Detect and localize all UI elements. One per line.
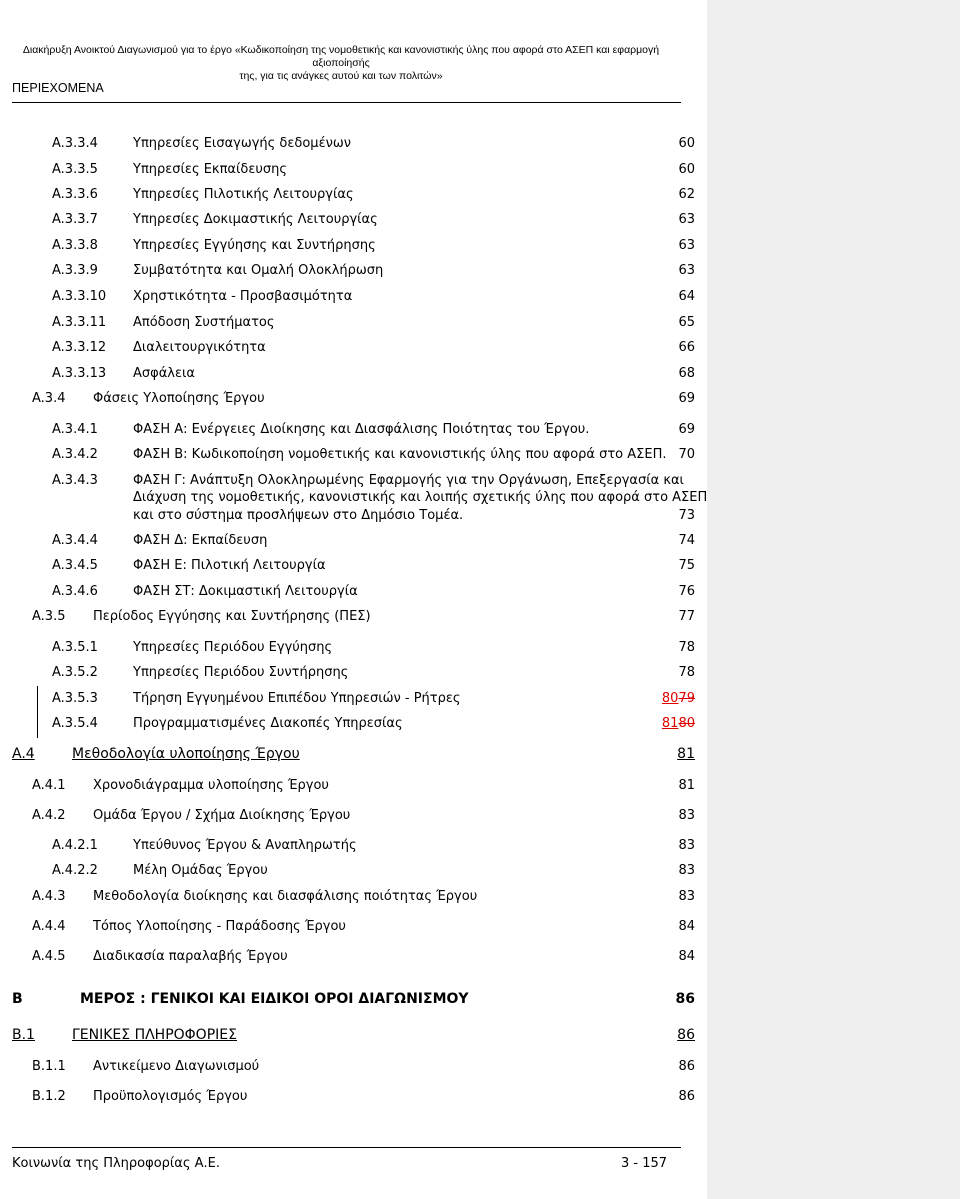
toc-text: Ασφάλεια <box>133 366 195 381</box>
toc-page: 64 <box>678 289 695 304</box>
toc-text: Υπηρεσίες Περιόδου Συντήρησης <box>133 665 349 680</box>
footer-page-number: 3 - 157 <box>621 1156 668 1171</box>
toc-page: 78 <box>678 640 695 655</box>
header-line-2: της, για τις ανάγκες αυτού και των πολιτών» <box>239 70 443 82</box>
toc-number: B.1.2 <box>32 1089 66 1104</box>
toc-page: 84 <box>678 919 695 934</box>
toc-text: Αντικείμενο Διαγωνισμού <box>93 1059 260 1074</box>
toc-number: A.3.4.2 <box>52 447 98 462</box>
toc-text: Ομάδα Έργου / Σχήμα Διοίκησης Έργου <box>93 808 351 823</box>
toc-page: 83 <box>678 889 695 904</box>
toc-number: A.3.4.6 <box>52 584 98 599</box>
toc-page: 60 <box>678 162 695 177</box>
toc-page: 70 <box>678 447 695 462</box>
toc-page: 86 <box>678 1089 695 1104</box>
toc-text: Διαδικασία παραλαβής Έργου <box>93 949 288 964</box>
toc-page: 65 <box>678 315 695 330</box>
comment-margin <box>707 0 960 1199</box>
toc-page: 68 <box>678 366 695 381</box>
toc-number: A.3.3.4 <box>52 136 98 151</box>
toc-text: Μεθοδολογία υλοποίησης Έργου <box>72 746 300 762</box>
toc-number: A.3.5.2 <box>52 665 98 680</box>
toc-page: 75 <box>678 558 695 573</box>
toc-number: A.3.5.4 <box>52 716 98 731</box>
toc-text: Μεθοδολογία διοίκησης και διασφάλισης ποιότητας Έργου <box>93 889 478 904</box>
toc-text: Χρονοδιάγραμμα υλοποίησης Έργου <box>93 778 329 793</box>
toc-text: ΜΕΡΟΣ : ΓΕΝΙΚΟΙ ΚΑΙ ΕΙΔΙΚΟΙ ΟΡΟΙ ΔΙΑΓΩΝΙΣΜΟΥ <box>80 991 469 1007</box>
footer-rule <box>12 1147 681 1148</box>
toc-page: 76 <box>678 584 695 599</box>
toc-page: 63 <box>678 263 695 278</box>
toc-page: 77 <box>678 609 695 624</box>
toc-number: A.4.4 <box>32 919 66 934</box>
toc-page: 63 <box>678 212 695 227</box>
toc-number: A.3.4.1 <box>52 422 98 437</box>
toc-text: Φάσεις Υλοποίησης Έργου <box>93 391 265 406</box>
toc-number: A.3.3.7 <box>52 212 98 227</box>
toc-number: A.4.5 <box>32 949 66 964</box>
toc-number: A.3.3.9 <box>52 263 98 278</box>
toc-page: 62 <box>678 187 695 202</box>
toc-page: 86 <box>677 1027 695 1043</box>
toc-number: A.4 <box>12 746 35 762</box>
toc-text-line-1: ΦΑΣΗ Γ: Ανάπτυξη Ολοκληρωμένης Εφαρμογής για την Οργάνωση, Επεξεργασία και <box>133 473 684 488</box>
toc-text: Περίοδος Εγγύησης και Συντήρησης (ΠΕΣ) <box>93 609 371 624</box>
header-rule <box>12 102 681 103</box>
toc-text: Χρηστικότητα - Προσβασιμότητα <box>133 289 353 304</box>
toc-text: Διαλειτουργικότητα <box>133 340 266 355</box>
toc-number: A.4.3 <box>32 889 66 904</box>
toc-text: Τήρηση Εγγυημένου Επιπέδου Υπηρεσιών - Ρήτρες <box>133 691 461 706</box>
toc-text: Υπηρεσίες Εισαγωγής δεδομένων <box>133 136 352 151</box>
toc-number: A.3.3.10 <box>52 289 107 304</box>
page-inserted: 80 <box>661 691 679 706</box>
toc-text: Προγραμματισμένες Διακοπές Υπηρεσίας <box>133 716 403 731</box>
toc-page: 66 <box>678 340 695 355</box>
footer-organization: Κοινωνία της Πληροφορίας Α.Ε. <box>12 1156 221 1171</box>
toc-text: Συμβατότητα και Ομαλή Ολοκλήρωση <box>133 263 384 278</box>
revision-change-bar <box>37 686 38 738</box>
toc-number: A.3.4.3 <box>52 473 98 488</box>
toc-text: Υπεύθυνος Έργου & Αναπληρωτής <box>133 838 357 853</box>
toc-text-line-2: Διάχυση της νομοθετικής, κανονιστικής και λοιπής σχετικής ύλης που αφορά στο ΑΣΕΠ <box>133 490 708 505</box>
toc-number: A.3.3.8 <box>52 238 98 253</box>
toc-page: 74 <box>678 533 695 548</box>
toc-number: A.3.4 <box>32 391 66 406</box>
toc-page: 73 <box>678 508 695 523</box>
page-deleted: 79 <box>678 691 695 706</box>
toc-text: ΦΑΣΗ Ε: Πιλοτική Λειτουργία <box>133 558 326 573</box>
toc-page-revised <box>662 716 695 732</box>
toc-number: A.3.3.13 <box>52 366 107 381</box>
toc-text: ΦΑΣΗ Β: Κωδικοποίηση νομοθετικής και κανονιστικής ύλης που αφορά στο ΑΣΕΠ. <box>133 447 667 462</box>
toc-page: 81 <box>677 746 695 762</box>
toc-page: 83 <box>678 838 695 853</box>
toc-number: A.4.2 <box>32 808 66 823</box>
toc-text: ΓΕΝΙΚΕΣ ΠΛΗΡΟΦΟΡΙΕΣ <box>72 1027 237 1043</box>
toc-number: B.1 <box>12 1027 35 1043</box>
toc-number: A.4.2.1 <box>52 838 98 853</box>
toc-number: A.3.5.3 <box>52 691 98 706</box>
toc-page: 86 <box>678 1059 695 1074</box>
toc-page: 69 <box>678 422 695 437</box>
toc-page: 81 <box>678 778 695 793</box>
toc-text: Υπηρεσίες Εκπαίδευσης <box>133 162 287 177</box>
toc-text: Απόδοση Συστήματος <box>133 315 275 330</box>
document-header <box>0 44 682 83</box>
toc-title: ΠΕΡΙΕΧΟΜΕΝΑ <box>12 81 104 95</box>
toc-page: 63 <box>678 238 695 253</box>
toc-text: Προϋπολογισμός Έργου <box>93 1089 248 1104</box>
toc-text: ΦΑΣΗ Α: Ενέργειες Διοίκησης και Διασφάλισης Ποιότητας του Έργου. <box>133 422 590 437</box>
toc-number: A.3.3.6 <box>52 187 98 202</box>
toc-page: 83 <box>678 863 695 878</box>
toc-page: 60 <box>678 136 695 151</box>
header-line-1: Διακήρυξη Ανοικτού Διαγωνισμού για το έργο «Κωδικοποίηση της νομοθετικής και κανονιστικής ύλης που αφορά στο ΑΣΕΠ και εφαρμογή αξιοποίησής <box>22 44 660 69</box>
toc-text: Μέλη Ομάδας Έργου <box>133 863 268 878</box>
toc-number: A.3.5.1 <box>52 640 98 655</box>
toc-page-revised <box>662 691 695 707</box>
toc-text: ΦΑΣΗ Δ: Εκπαίδευση <box>133 533 268 548</box>
toc-number: A.3.3.12 <box>52 340 107 355</box>
toc-number: A.3.4.4 <box>52 533 98 548</box>
toc-text-line-3: και στο σύστημα προσλήψεων στο Δημόσιο Τομέα. <box>133 508 464 523</box>
toc-number: A.3.5 <box>32 609 66 624</box>
page-deleted: 80 <box>678 716 695 731</box>
toc-text: ΦΑΣΗ ΣΤ: Δοκιμαστική Λειτουργία <box>133 584 358 599</box>
toc-number: B.1.1 <box>32 1059 66 1074</box>
toc-page: 86 <box>675 991 695 1007</box>
toc-number: A.3.4.5 <box>52 558 98 573</box>
toc-page: 83 <box>678 808 695 823</box>
toc-text: Τόπος Υλοποίησης - Παράδοσης Έργου <box>93 919 346 934</box>
toc-text: Υπηρεσίες Περιόδου Εγγύησης <box>133 640 333 655</box>
toc-number: B <box>12 991 23 1007</box>
toc-page: 78 <box>678 665 695 680</box>
page-inserted: 81 <box>661 716 679 731</box>
toc-number: A.4.2.2 <box>52 863 98 878</box>
toc-number: A.3.3.11 <box>52 315 107 330</box>
toc-number: A.4.1 <box>32 778 66 793</box>
toc-text: Υπηρεσίες Πιλοτικής Λειτουργίας <box>133 187 354 202</box>
toc-page: 69 <box>678 391 695 406</box>
toc-page: 84 <box>678 949 695 964</box>
toc-text: Υπηρεσίες Εγγύησης και Συντήρησης <box>133 238 376 253</box>
toc-text: Υπηρεσίες Δοκιμαστικής Λειτουργίας <box>133 212 378 227</box>
toc-number: A.3.3.5 <box>52 162 98 177</box>
